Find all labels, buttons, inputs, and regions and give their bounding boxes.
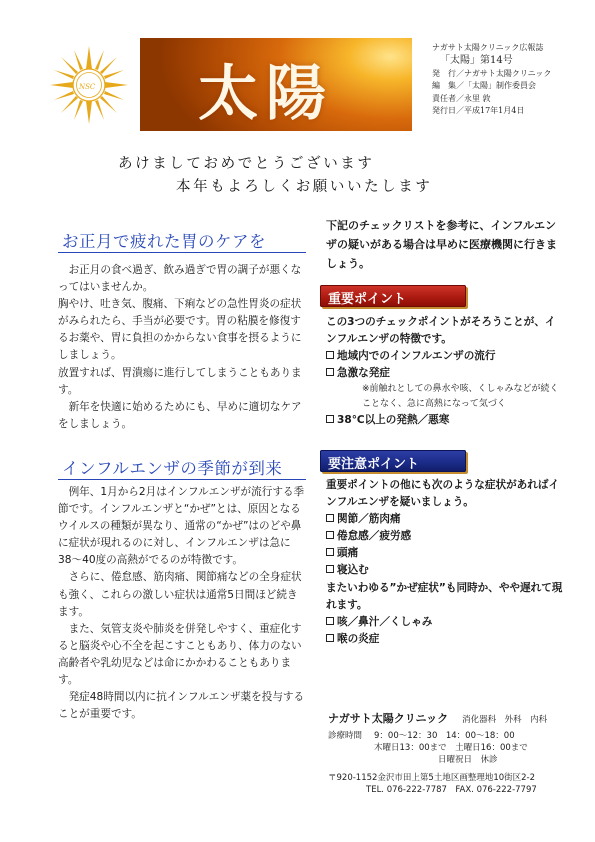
- article2-heading: インフルエンザの季節が到来: [62, 459, 283, 478]
- checklist-item: 急激な発症: [326, 365, 566, 382]
- article2-p1: 例年、1月から2月はインフルエンザが流行する季節です。インフルエンザと“かぜ”とは、原因となるウイルスの種類が異なり、通常の“かぜ”はのどや鼻に症状が現れるのに対し、インフルエンザは急に38〜40度の高熱がでるのが特徴です。: [58, 486, 305, 567]
- hours-label: 診療時間: [328, 731, 363, 741]
- checklist-item: 倦怠感／疲労感: [326, 528, 566, 545]
- hours-closed: 日曜祝日 休診: [438, 755, 498, 765]
- title-banner: [140, 38, 412, 131]
- sun-logo-icon: [48, 44, 130, 126]
- checkbox-icon: [326, 368, 334, 376]
- publish-date: 発行日／平成17年1月4日: [432, 105, 525, 115]
- clinic-address: 〒920-1152金沢市田上第5土地区画整理地10街区2-2: [328, 773, 536, 783]
- article2-p2: さらに、倦怠感、筋肉痛、関節痛などの全身症状も強く、これらの激しい症状は通常5日間ほど続きます。: [58, 571, 302, 618]
- article1-p3: 放置すれば、胃潰瘍に進行してしまうこともあります。: [58, 366, 302, 396]
- svg-text:NSC: NSC: [79, 83, 96, 91]
- cold-symptoms-lead: またいわゆる”かぜ症状”も同時か、やや遅れて現れます。: [326, 581, 563, 611]
- article2-p3: また、気管支炎や肺炎を併発しやすく、重症化すると脳炎や心不全を起こすこともあり、体力のない高齢者や乳幼児などは命にかかわることもあります。: [58, 622, 302, 687]
- sudden-onset-note: ※前触れとしての鼻水や咳、くしゃみなどが続くことなく、急に高熱になって気づく: [362, 384, 559, 410]
- clinic-name: ナガサト太陽クリニック: [328, 712, 449, 725]
- clinic-address-block: [328, 772, 568, 796]
- publication-name: ナガサト太陽クリニック広報誌: [432, 43, 544, 52]
- checklist-item: 頭痛: [326, 545, 566, 562]
- checklist-item: 地域内でのインフルエンザの流行: [326, 348, 566, 365]
- checkbox-icon: [326, 634, 334, 642]
- greeting-line-1: あけましておめでとうございます: [118, 156, 375, 172]
- important-lead: この3つのチェックポイントがそろうことが、インフルエンザの特徴です。: [326, 316, 556, 346]
- checkbox-icon: [326, 617, 334, 625]
- checklist-item: 関節／筋肉痛: [326, 511, 566, 528]
- hours-thu-sat: 木曜日13：00まで 土曜日16：00まで: [374, 743, 528, 753]
- article1-body: [58, 262, 308, 433]
- responsible-person: 責任者／永里 敦: [432, 93, 491, 103]
- checkbox-icon: [326, 514, 334, 522]
- article1-p1: お正月の食べ過ぎ、飲み過ぎで胃の調子が悪くなってはいませんか。: [58, 264, 302, 294]
- important-point-list: [326, 314, 566, 429]
- article1-heading: お正月で疲れた胃のケアを: [62, 232, 266, 251]
- issue-number: 「太陽」第14号: [440, 55, 513, 67]
- checkbox-icon: [326, 565, 334, 573]
- checkbox-icon: [326, 351, 334, 359]
- clinic-phone-fax: TEL. 076-222-7787 FAX. 076-222-7797: [366, 785, 537, 795]
- clinic-info: [328, 710, 568, 796]
- article2-rule: [58, 479, 306, 480]
- article1-rule: [58, 252, 306, 253]
- checklist-item: 寝込む: [326, 562, 566, 579]
- article1-p4: 新年を快適に始めるためにも、早めに適切なケアをしましょう。: [58, 400, 302, 430]
- checklist-item: 喉の炎症: [326, 631, 566, 648]
- editor: 編 集／「太陽」制作委員会: [432, 81, 536, 91]
- clinic-departments: 消化器科 外科 内科: [462, 715, 548, 725]
- caution-point-list: [326, 477, 566, 648]
- caution-lead: 重要ポイントの他にも次のような症状があればインフルエンザを疑いましょう。: [326, 479, 560, 509]
- greeting-line-2: 本年もよろしくお願いいたします: [176, 179, 433, 195]
- important-point-badge: 重要ポイント: [320, 285, 466, 307]
- checkbox-icon: [326, 548, 334, 556]
- checklist-item: 咳／鼻汁／くしゃみ: [326, 614, 566, 631]
- clinic-hours: [328, 730, 568, 766]
- publisher: 発 行／ナガサト太陽クリニック: [432, 69, 552, 79]
- article2-body: [58, 484, 308, 723]
- checklist-item: 38℃以上の発熱／悪寒: [326, 412, 566, 429]
- clinic-name-row: [328, 710, 568, 726]
- article2-p4: 発症48時間以内に抗インフルエンザ薬を投与することが重要です。: [58, 691, 305, 721]
- checkbox-icon: [326, 415, 334, 423]
- checklist-intro: 下記のチェックリストを参考に、インフルエンザの疑いがある場合は早めに医療機関に行きましょう。: [326, 219, 557, 270]
- article1-p2: 胸やけ、吐き気、腹痛、下痢などの急性胃炎の症状がみられたら、手当が必要です。胃の粘膜を修復するお薬や、胃に負担のかからない食事を摂るようにしましょう。: [58, 298, 302, 362]
- checkbox-icon: [326, 531, 334, 539]
- hours-weekday: 9：00〜12：30 14：00〜18：00: [374, 731, 515, 741]
- caution-point-badge: 要注意ポイント: [320, 450, 466, 472]
- newsletter-title: 太陽: [198, 59, 334, 129]
- masthead: [432, 42, 551, 117]
